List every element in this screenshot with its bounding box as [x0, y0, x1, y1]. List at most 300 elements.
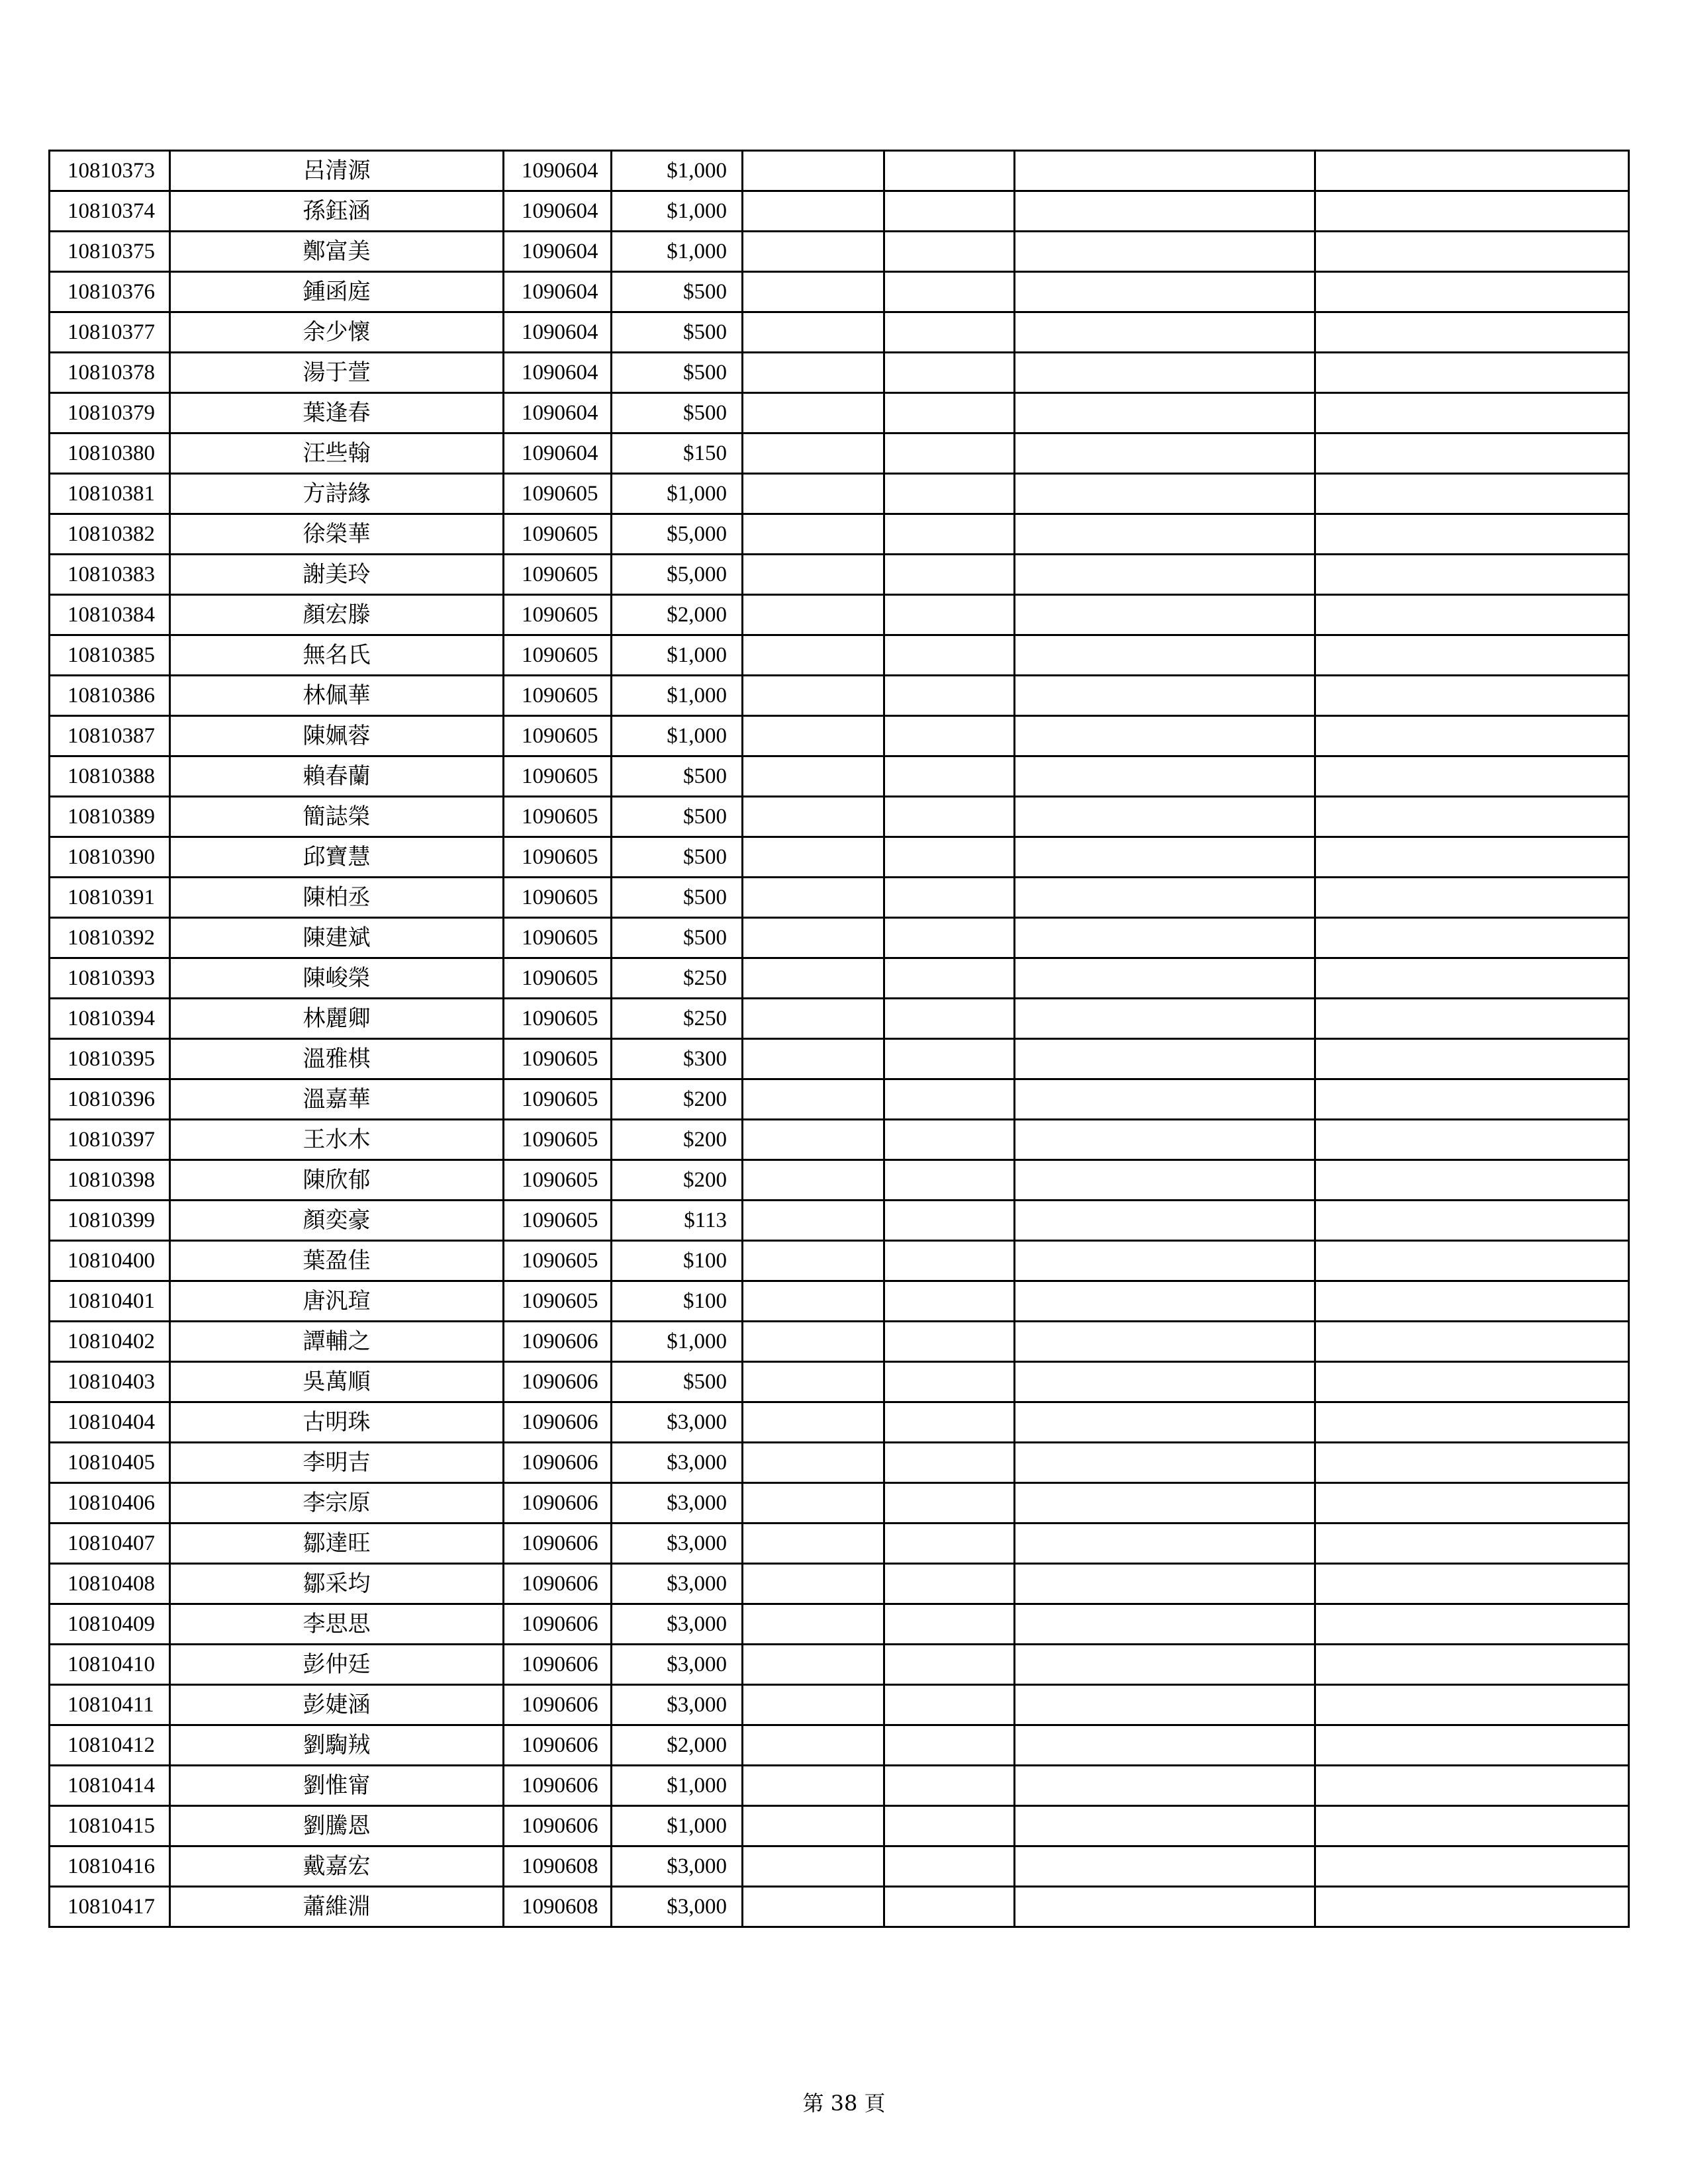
date-cell: 1090606 — [504, 1362, 612, 1402]
empty-cell — [1315, 312, 1629, 353]
empty-cell — [1015, 353, 1315, 393]
table-row — [50, 1483, 1629, 1524]
donor-name-cell: 李宗原 — [170, 1483, 504, 1524]
amount-cell: $200 — [612, 1120, 743, 1160]
empty-cell — [884, 151, 1015, 191]
record-id-cell: 10810380 — [50, 433, 170, 474]
empty-cell — [1015, 1846, 1315, 1887]
empty-cell — [1015, 1766, 1315, 1806]
empty-cell — [1315, 797, 1629, 837]
amount-cell: $500 — [612, 797, 743, 837]
empty-cell — [1315, 393, 1629, 433]
empty-cell — [884, 878, 1015, 918]
date-cell: 1090604 — [504, 191, 612, 232]
empty-cell — [1315, 756, 1629, 797]
table-row — [50, 1645, 1629, 1685]
table-row — [50, 1725, 1629, 1766]
empty-cell — [743, 1281, 884, 1322]
date-cell: 1090605 — [504, 595, 612, 635]
donor-name-cell: 蕭維淵 — [170, 1887, 504, 1927]
amount-cell: $500 — [612, 837, 743, 878]
date-cell: 1090605 — [504, 1160, 612, 1201]
empty-cell — [1015, 1402, 1315, 1443]
empty-cell — [1315, 1604, 1629, 1645]
amount-cell: $500 — [612, 918, 743, 958]
date-cell: 1090605 — [504, 958, 612, 999]
empty-cell — [884, 1887, 1015, 1927]
empty-cell — [1015, 1322, 1315, 1362]
amount-cell: $5,000 — [612, 514, 743, 555]
amount-cell: $3,000 — [612, 1402, 743, 1443]
empty-cell — [1315, 514, 1629, 555]
empty-cell — [1315, 837, 1629, 878]
date-cell: 1090606 — [504, 1685, 612, 1725]
donor-name-cell: 呂清源 — [170, 151, 504, 191]
empty-cell — [1315, 1806, 1629, 1846]
record-id-cell: 10810382 — [50, 514, 170, 555]
table-body — [50, 151, 1629, 1927]
empty-cell — [884, 999, 1015, 1039]
record-id-cell: 10810386 — [50, 676, 170, 716]
empty-cell — [1315, 1443, 1629, 1483]
amount-cell: $300 — [612, 1039, 743, 1079]
record-id-cell: 10810410 — [50, 1645, 170, 1685]
donation-table — [48, 150, 1630, 1928]
empty-cell — [743, 1443, 884, 1483]
empty-cell — [1315, 1120, 1629, 1160]
donor-name-cell: 劉惟甯 — [170, 1766, 504, 1806]
empty-cell — [743, 595, 884, 635]
empty-cell — [1315, 595, 1629, 635]
empty-cell — [884, 393, 1015, 433]
empty-cell — [884, 1402, 1015, 1443]
date-cell: 1090605 — [504, 635, 612, 676]
donor-name-cell: 鄭富美 — [170, 232, 504, 272]
table-row — [50, 1362, 1629, 1402]
empty-cell — [1015, 393, 1315, 433]
donor-name-cell: 余少懷 — [170, 312, 504, 353]
empty-cell — [1315, 958, 1629, 999]
empty-cell — [884, 1160, 1015, 1201]
table-row — [50, 433, 1629, 474]
date-cell: 1090605 — [504, 1241, 612, 1281]
table-row — [50, 1524, 1629, 1564]
donor-name-cell: 鍾函庭 — [170, 272, 504, 312]
date-cell: 1090604 — [504, 232, 612, 272]
empty-cell — [743, 1201, 884, 1241]
date-cell: 1090605 — [504, 474, 612, 514]
empty-cell — [743, 474, 884, 514]
empty-cell — [884, 716, 1015, 756]
empty-cell — [884, 1604, 1015, 1645]
empty-cell — [743, 1806, 884, 1846]
table-row — [50, 151, 1629, 191]
empty-cell — [1315, 635, 1629, 676]
donor-name-cell: 劉騊羢 — [170, 1725, 504, 1766]
donor-name-cell: 邱寶慧 — [170, 837, 504, 878]
amount-cell: $500 — [612, 272, 743, 312]
empty-cell — [1315, 1887, 1629, 1927]
empty-cell — [1015, 1443, 1315, 1483]
empty-cell — [1015, 151, 1315, 191]
amount-cell: $100 — [612, 1241, 743, 1281]
donor-name-cell: 陳姵蓉 — [170, 716, 504, 756]
empty-cell — [1315, 474, 1629, 514]
amount-cell: $200 — [612, 1160, 743, 1201]
donor-name-cell: 賴春蘭 — [170, 756, 504, 797]
record-id-cell: 10810385 — [50, 635, 170, 676]
empty-cell — [743, 393, 884, 433]
empty-cell — [1015, 1806, 1315, 1846]
amount-cell: $2,000 — [612, 1725, 743, 1766]
empty-cell — [1315, 1322, 1629, 1362]
empty-cell — [1015, 756, 1315, 797]
table-row — [50, 1241, 1629, 1281]
empty-cell — [1315, 232, 1629, 272]
record-id-cell: 10810384 — [50, 595, 170, 635]
table-row — [50, 555, 1629, 595]
amount-cell: $1,000 — [612, 1322, 743, 1362]
donor-name-cell: 湯于萱 — [170, 353, 504, 393]
empty-cell — [743, 999, 884, 1039]
date-cell: 1090606 — [504, 1645, 612, 1685]
date-cell: 1090604 — [504, 151, 612, 191]
record-id-cell: 10810404 — [50, 1402, 170, 1443]
empty-cell — [1315, 1160, 1629, 1201]
date-cell: 1090604 — [504, 393, 612, 433]
empty-cell — [884, 797, 1015, 837]
empty-cell — [884, 555, 1015, 595]
donor-name-cell: 無名氏 — [170, 635, 504, 676]
empty-cell — [1015, 1241, 1315, 1281]
empty-cell — [1015, 1483, 1315, 1524]
empty-cell — [743, 878, 884, 918]
empty-cell — [1015, 999, 1315, 1039]
empty-cell — [743, 272, 884, 312]
table-row — [50, 1766, 1629, 1806]
empty-cell — [743, 1079, 884, 1120]
empty-cell — [1315, 191, 1629, 232]
empty-cell — [884, 353, 1015, 393]
amount-cell: $1,000 — [612, 1766, 743, 1806]
empty-cell — [1315, 676, 1629, 716]
donor-name-cell: 譚輔之 — [170, 1322, 504, 1362]
amount-cell: $1,000 — [612, 232, 743, 272]
table-row — [50, 958, 1629, 999]
record-id-cell: 10810390 — [50, 837, 170, 878]
empty-cell — [1015, 797, 1315, 837]
record-id-cell: 10810400 — [50, 1241, 170, 1281]
record-id-cell: 10810395 — [50, 1039, 170, 1079]
empty-cell — [884, 1120, 1015, 1160]
empty-cell — [743, 191, 884, 232]
empty-cell — [1015, 676, 1315, 716]
amount-cell: $200 — [612, 1079, 743, 1120]
empty-cell — [1015, 1604, 1315, 1645]
amount-cell: $3,000 — [612, 1604, 743, 1645]
donor-name-cell: 王水木 — [170, 1120, 504, 1160]
donor-name-cell: 顏奕豪 — [170, 1201, 504, 1241]
table-row — [50, 878, 1629, 918]
donor-name-cell: 李思思 — [170, 1604, 504, 1645]
empty-cell — [884, 837, 1015, 878]
table-row — [50, 191, 1629, 232]
empty-cell — [1015, 474, 1315, 514]
date-cell: 1090605 — [504, 514, 612, 555]
donor-name-cell: 簡誌榮 — [170, 797, 504, 837]
empty-cell — [743, 1604, 884, 1645]
table-row — [50, 595, 1629, 635]
empty-cell — [1015, 312, 1315, 353]
table-row — [50, 1402, 1629, 1443]
empty-cell — [1015, 433, 1315, 474]
empty-cell — [743, 918, 884, 958]
record-id-cell: 10810407 — [50, 1524, 170, 1564]
empty-cell — [1315, 433, 1629, 474]
empty-cell — [743, 1362, 884, 1402]
empty-cell — [743, 1645, 884, 1685]
empty-cell — [1015, 1362, 1315, 1402]
empty-cell — [743, 797, 884, 837]
donor-name-cell: 陳建斌 — [170, 918, 504, 958]
amount-cell: $1,000 — [612, 151, 743, 191]
empty-cell — [884, 1806, 1015, 1846]
empty-cell — [1015, 1281, 1315, 1322]
empty-cell — [1315, 555, 1629, 595]
table-row — [50, 1201, 1629, 1241]
donor-name-cell: 吳萬順 — [170, 1362, 504, 1402]
date-cell: 1090605 — [504, 676, 612, 716]
empty-cell — [884, 1725, 1015, 1766]
donor-name-cell: 戴嘉宏 — [170, 1846, 504, 1887]
record-id-cell: 10810393 — [50, 958, 170, 999]
empty-cell — [884, 1281, 1015, 1322]
empty-cell — [1015, 232, 1315, 272]
table-row — [50, 1120, 1629, 1160]
empty-cell — [1315, 1725, 1629, 1766]
empty-cell — [1315, 1846, 1629, 1887]
empty-cell — [1315, 151, 1629, 191]
date-cell: 1090605 — [504, 878, 612, 918]
empty-cell — [743, 353, 884, 393]
table-row — [50, 1685, 1629, 1725]
donor-name-cell: 林佩華 — [170, 676, 504, 716]
table-row — [50, 1322, 1629, 1362]
empty-cell — [743, 716, 884, 756]
date-cell: 1090606 — [504, 1766, 612, 1806]
empty-cell — [884, 514, 1015, 555]
table-row — [50, 756, 1629, 797]
empty-cell — [1315, 1281, 1629, 1322]
amount-cell: $250 — [612, 958, 743, 999]
amount-cell: $5,000 — [612, 555, 743, 595]
amount-cell: $500 — [612, 756, 743, 797]
empty-cell — [743, 1685, 884, 1725]
donor-name-cell: 顏宏滕 — [170, 595, 504, 635]
amount-cell: $250 — [612, 999, 743, 1039]
empty-cell — [743, 635, 884, 676]
amount-cell: $3,000 — [612, 1887, 743, 1927]
empty-cell — [743, 1039, 884, 1079]
record-id-cell: 10810403 — [50, 1362, 170, 1402]
record-id-cell: 10810416 — [50, 1846, 170, 1887]
empty-cell — [884, 1766, 1015, 1806]
amount-cell: $500 — [612, 353, 743, 393]
record-id-cell: 10810397 — [50, 1120, 170, 1160]
donor-name-cell: 溫雅棋 — [170, 1039, 504, 1079]
empty-cell — [884, 1483, 1015, 1524]
amount-cell: $1,000 — [612, 635, 743, 676]
table-row — [50, 999, 1629, 1039]
empty-cell — [1015, 595, 1315, 635]
date-cell: 1090605 — [504, 837, 612, 878]
empty-cell — [1015, 1564, 1315, 1604]
record-id-cell: 10810414 — [50, 1766, 170, 1806]
date-cell: 1090604 — [504, 312, 612, 353]
empty-cell — [1015, 1524, 1315, 1564]
empty-cell — [1015, 1039, 1315, 1079]
amount-cell: $1,000 — [612, 676, 743, 716]
empty-cell — [743, 555, 884, 595]
donor-name-cell: 葉盈佳 — [170, 1241, 504, 1281]
date-cell: 1090606 — [504, 1725, 612, 1766]
donor-name-cell: 鄒達旺 — [170, 1524, 504, 1564]
table-row — [50, 272, 1629, 312]
empty-cell — [884, 635, 1015, 676]
date-cell: 1090606 — [504, 1564, 612, 1604]
amount-cell: $3,000 — [612, 1483, 743, 1524]
record-id-cell: 10810375 — [50, 232, 170, 272]
record-id-cell: 10810415 — [50, 1806, 170, 1846]
amount-cell: $113 — [612, 1201, 743, 1241]
amount-cell: $500 — [612, 878, 743, 918]
empty-cell — [743, 1483, 884, 1524]
empty-cell — [743, 1766, 884, 1806]
table-row — [50, 514, 1629, 555]
table-row — [50, 1887, 1629, 1927]
donor-name-cell: 葉逢春 — [170, 393, 504, 433]
empty-cell — [884, 433, 1015, 474]
empty-cell — [1315, 1362, 1629, 1402]
empty-cell — [884, 595, 1015, 635]
record-id-cell: 10810378 — [50, 353, 170, 393]
date-cell: 1090605 — [504, 555, 612, 595]
record-id-cell: 10810411 — [50, 1685, 170, 1725]
empty-cell — [884, 312, 1015, 353]
record-id-cell: 10810376 — [50, 272, 170, 312]
empty-cell — [1015, 555, 1315, 595]
empty-cell — [743, 1846, 884, 1887]
table-row — [50, 1604, 1629, 1645]
amount-cell: $3,000 — [612, 1846, 743, 1887]
empty-cell — [1315, 1766, 1629, 1806]
empty-cell — [1015, 716, 1315, 756]
empty-cell — [1015, 837, 1315, 878]
page-number: 第 38 頁 — [802, 2091, 886, 2116]
empty-cell — [743, 151, 884, 191]
empty-cell — [743, 676, 884, 716]
amount-cell: $3,000 — [612, 1645, 743, 1685]
record-id-cell: 10810417 — [50, 1887, 170, 1927]
empty-cell — [884, 1443, 1015, 1483]
table-row — [50, 1160, 1629, 1201]
amount-cell: $500 — [612, 312, 743, 353]
empty-cell — [743, 514, 884, 555]
table-row — [50, 1079, 1629, 1120]
date-cell: 1090606 — [504, 1483, 612, 1524]
empty-cell — [1315, 1685, 1629, 1725]
record-id-cell: 10810389 — [50, 797, 170, 837]
donor-name-cell: 劉騰恩 — [170, 1806, 504, 1846]
record-id-cell: 10810388 — [50, 756, 170, 797]
donor-name-cell: 謝美玲 — [170, 555, 504, 595]
amount-cell: $1,000 — [612, 474, 743, 514]
date-cell: 1090605 — [504, 999, 612, 1039]
empty-cell — [1015, 1645, 1315, 1685]
empty-cell — [884, 1201, 1015, 1241]
record-id-cell: 10810405 — [50, 1443, 170, 1483]
empty-cell — [1015, 1120, 1315, 1160]
donor-name-cell: 鄒采均 — [170, 1564, 504, 1604]
date-cell: 1090605 — [504, 1120, 612, 1160]
empty-cell — [743, 1120, 884, 1160]
empty-cell — [1315, 272, 1629, 312]
record-id-cell: 10810381 — [50, 474, 170, 514]
empty-cell — [1315, 1402, 1629, 1443]
empty-cell — [1015, 878, 1315, 918]
empty-cell — [743, 1564, 884, 1604]
amount-cell: $1,000 — [612, 1806, 743, 1846]
empty-cell — [1315, 1483, 1629, 1524]
amount-cell: $3,000 — [612, 1524, 743, 1564]
record-id-cell: 10810409 — [50, 1604, 170, 1645]
empty-cell — [884, 1241, 1015, 1281]
record-id-cell: 10810399 — [50, 1201, 170, 1241]
empty-cell — [884, 958, 1015, 999]
record-id-cell: 10810408 — [50, 1564, 170, 1604]
amount-cell: $3,000 — [612, 1685, 743, 1725]
empty-cell — [1015, 1201, 1315, 1241]
donor-name-cell: 古明珠 — [170, 1402, 504, 1443]
empty-cell — [1315, 1564, 1629, 1604]
empty-cell — [743, 1241, 884, 1281]
empty-cell — [743, 1725, 884, 1766]
amount-cell: $3,000 — [612, 1564, 743, 1604]
donor-name-cell: 陳柏丞 — [170, 878, 504, 918]
empty-cell — [1315, 999, 1629, 1039]
record-id-cell: 10810406 — [50, 1483, 170, 1524]
donor-name-cell: 孫鈺涵 — [170, 191, 504, 232]
date-cell: 1090605 — [504, 797, 612, 837]
empty-cell — [743, 958, 884, 999]
table-row — [50, 1846, 1629, 1887]
record-id-cell: 10810373 — [50, 151, 170, 191]
empty-cell — [884, 918, 1015, 958]
empty-cell — [1015, 1079, 1315, 1120]
record-id-cell: 10810401 — [50, 1281, 170, 1322]
empty-cell — [1015, 918, 1315, 958]
empty-cell — [1015, 635, 1315, 676]
table-row — [50, 1564, 1629, 1604]
empty-cell — [743, 433, 884, 474]
donor-name-cell: 彭仲廷 — [170, 1645, 504, 1685]
record-id-cell: 10810398 — [50, 1160, 170, 1201]
date-cell: 1090605 — [504, 918, 612, 958]
table-row — [50, 353, 1629, 393]
empty-cell — [884, 1079, 1015, 1120]
donor-name-cell: 林麗卿 — [170, 999, 504, 1039]
empty-cell — [1315, 1524, 1629, 1564]
